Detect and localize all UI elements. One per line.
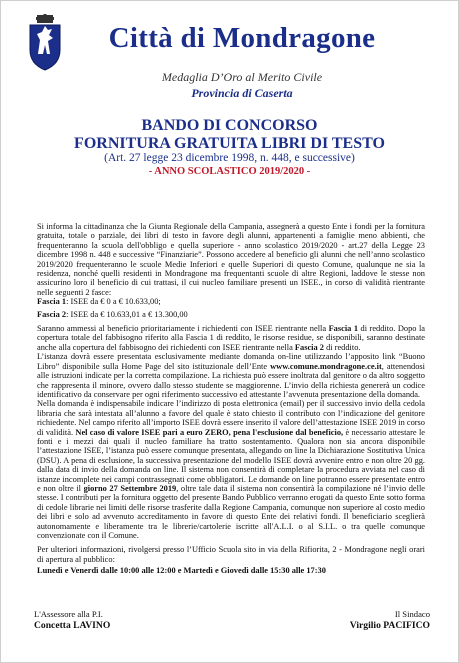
fascia-1 xyxy=(37,297,425,306)
signature-assessore xyxy=(34,609,184,631)
signature-role: Il Sindaco xyxy=(394,609,430,619)
signature-name: Concetta LAVINO xyxy=(34,620,111,631)
text-span: di reddito. xyxy=(323,342,361,352)
fascia-2 xyxy=(37,310,425,319)
office-hours-text: Lunedì e Venerdì dalle 10:00 alle 12:00 e Martedì e Giovedì dalle 15:30 alle 17:30 xyxy=(37,566,326,576)
notice-subtitle: FORNITURA GRATUITA LIBRI DI TESTO xyxy=(74,135,385,152)
signature-role: L'Assessore alla P.I. xyxy=(34,609,103,619)
text-span: , attenendosi alle istruzioni indicate per la corretta compilazione. La richiesta può essere inoltrata dal genitore o da altro soggetto che rappresenta il minore, ovvero dallo stesso studente se maggiorenne. L’invio della richiesta genererà un codice identificativo da conservare per ogni riferimento successivo ed attestante l’avvenuta presentazione della domanda. xyxy=(37,361,425,399)
office-hours xyxy=(37,566,425,575)
notice-title: BANDO DI CONCORSO xyxy=(141,117,318,134)
school-year: - ANNO SCOLASTICO 2019/2020 - xyxy=(148,166,311,177)
city-title: Città di Mondragone xyxy=(108,22,376,54)
text-span: L’istanza dovrà essere presentata esclusivamente mediante domanda on-line utilizzando l’apposito link “Buono Libro” disponibile sulla Home Page del sito istituzionale dell’Ente xyxy=(37,352,425,371)
text-bold: Fascia 1 xyxy=(328,324,359,334)
deadline-date: giorno 27 Settembre 2019 xyxy=(83,483,177,493)
fascia-1-value: : ISEE da € 0 a € 10.633,00; xyxy=(66,297,161,307)
requirements-paragraph xyxy=(37,399,425,540)
city-coat-of-arms-icon xyxy=(27,14,63,72)
intro-paragraph: Si informa la cittadinanza che la Giunta Regionale della Campania, assegnerà a questo Ente i fondi per la fornitura gratuita, totale o parziale, dei libri di testo in favore degli alunni, appartenenti a famiglie meno abbienti, che frequenteranno la scuola dell'obbligo e quella superiore - anno scolastico 2019/2020 - art.27 della Legge 23 dicembre 1998 n. 448 e successive “Finanziarie”. Possono accedere al beneficio gli alunni che nell’anno scolastico 2019/2020 frequenteranno le scuole Medie Inferiori e quelle Superiori di questo Comune, qualunque ne sia la residenza, nonché quelli residenti in Mondragone ma frequentanti scuole di altre Regioni, laddove le stesse non assicurino loro il beneficio di cui trattasi, il cui nucleo familiare presenti un ISEE., in corso di validità rientrante nelle seguenti 2 fasce: xyxy=(37,222,425,297)
application-paragraph xyxy=(37,352,425,399)
text-span: , oltre tale data il sistema non consentirà la compilazione né l’invio delle stesse. I contributi per la fornitura oggetto del presente Bando Pubblico verranno erogati da questo Ente sotto forma di cedole librarie nei limiti delle risorse trasferite dalla Regione Campania, comunque non superiore al costo medio dei libri e solo ad avvenuto accreditamento in favore di questo Ente dei relativi fondi. Il beneficiario sceglierà autonomamente e liberamente tra le librerie/cartolerie iscritte all'A.L.I. o al S.I.L. o tra quelle comunque convenzionate con il Comune. xyxy=(37,483,425,540)
signature-name: Virgilio PACIFICO xyxy=(349,620,430,631)
law-reference: (Art. 27 legge 23 dicembre 1998, n. 448, e successive) xyxy=(104,152,355,164)
text-span: Saranno ammessi al beneficio prioritariamente i richiedenti con ISEE rientrante nella xyxy=(37,324,329,334)
province-subtitle: Provincia di Caserta xyxy=(191,86,293,100)
notice-body xyxy=(37,222,425,576)
priority-paragraph xyxy=(37,324,425,352)
info-paragraph: Per ulteriori informazioni, rivolgersi presso l’Ufficio Scuola sito in via della Rifiorita, 2 - Mondragone negli orari di apertura al pubblico: xyxy=(37,545,425,564)
fascia-2-value: : ISEE da € 10.633,01 a € 13.300,00 xyxy=(66,309,188,319)
text-span: Nella domanda è indispensabile indicare l’indirizzo di posta elettronica (email) per il successivo invio della cedola libraria che sarà intestata all’alunno a favore del quale è stato chiesto il contributo con l’indicazione del genitore richiedente. Nel campo riferito all’importo ISEE dovrà essere inserito il valore dell’attestazione ISEE 2019 in corso di validità. xyxy=(37,399,425,437)
text-bold: Nel caso di valore ISEE pari a euro ZERO, pena l'esclusione dal beneficio, xyxy=(75,427,344,437)
text-bold: Fascia 2 xyxy=(294,342,324,352)
signature-sindaco xyxy=(320,609,430,631)
fascia-2-label: Fascia 2 xyxy=(37,309,67,319)
medal-subtitle: Medaglia D’Oro al Merito Civile xyxy=(161,70,323,84)
text-span: di reddito. Dopo la copertura totale del fabbisogno riferito alla Fascia 1 di reddito, le risorse residue, se disponibili, saranno destinate anche alla copertura del fabbisogno dei richiedenti con ISEE rientrante nella xyxy=(37,324,425,352)
website-link[interactable]: www.comune.mondragone.ce.it xyxy=(270,361,382,371)
text-span: è necessario attestare le fonti e i mezzi dai quali il nucleo familiare ha tratto sostentamento. Qualora non sia ancora disponibile l’attestazione ISEE, l’istanza può essere comunque presentata, allegando on line la Dichiarazione Sostitutiva Unica (DSU). A pena di esclusione, la successiva presentazione del modello ISEE dovrà avvenire entro e non oltre 20 gg. dalla data di invio della domanda on line. Il sistema non consentirà di completare la procedura avviata nel caso di istanze incomplete nei campi contrassegnati come obbligatori. Le domande on line potranno essere presentate entro e non oltre il xyxy=(37,427,425,493)
fascia-1-label: Fascia 1 xyxy=(37,297,67,307)
